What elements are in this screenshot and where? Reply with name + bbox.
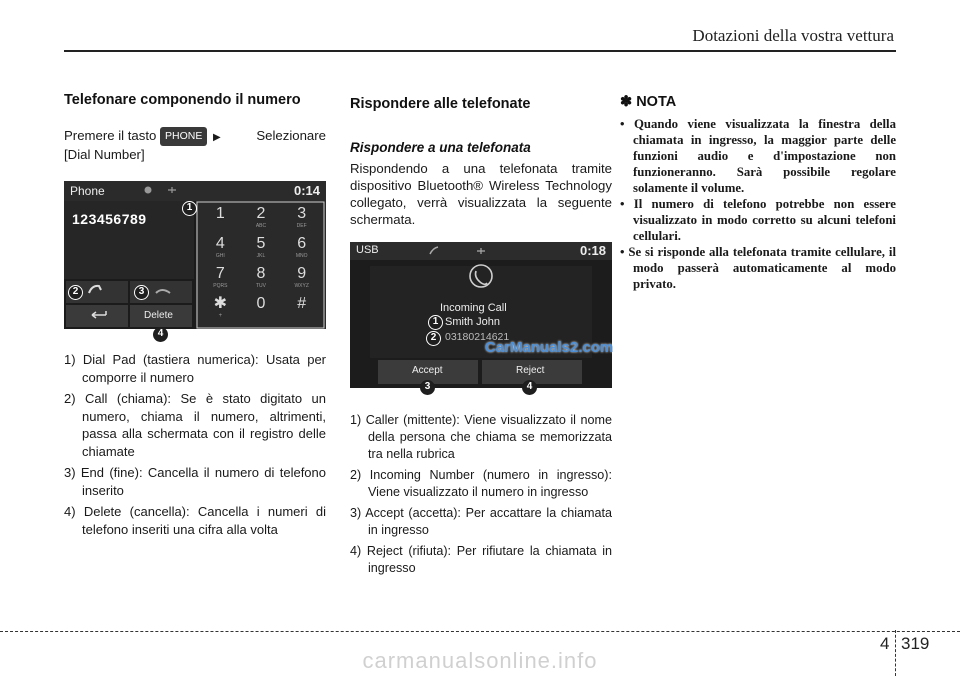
list-item: 3) End (fine): Cancella il numero di telefono inserito — [64, 465, 326, 498]
caller-name: Smith John — [445, 316, 501, 328]
column-answer-call — [350, 92, 612, 581]
nota-list — [620, 116, 896, 292]
call-time: 0:18 — [579, 243, 606, 258]
phone-time: 0:14 — [293, 183, 320, 198]
badge-end: 3 — [134, 285, 149, 300]
dial-pad[interactable] — [200, 205, 322, 325]
list-item: 1) Dial Pad (tastiera numerica): Usata per comporre il numero — [64, 352, 326, 385]
footer-rule — [0, 631, 960, 632]
delete-button[interactable]: Delete — [144, 310, 173, 321]
dial-key-hash[interactable]: # — [297, 295, 307, 312]
badge-incoming-number: 2 — [426, 331, 441, 346]
list-item: • Se si risponde alla telefonata tramite cellulare, il modo passerà automaticamente al modo privato. — [620, 245, 896, 291]
badge-call: 2 — [68, 285, 83, 300]
site-watermark: carmanualsonline.info — [362, 648, 598, 673]
section-title: Dotazioni della vostra vettura — [692, 26, 894, 45]
list-item: • Quando viene visualizzata la finestra della chiamata in ingresso, la maggior parte delle funzioni audio e d'impostazione non funzioneranno. Sarà possibile regolare solamente il volume. — [620, 117, 896, 195]
list-item: 2) Incoming Number (numero in ingresso): Viene visualizzato il numero in ingresso — [350, 468, 612, 499]
list-item: 4) Delete (cancella): Cancella i numeri di telefono inseriti una cifra alla volta — [64, 504, 326, 537]
dial-key-8[interactable]: 8 TUV — [255, 265, 266, 289]
incoming-call-screenshot — [350, 242, 612, 392]
screenshot-watermark: CarManuals2.com — [485, 339, 614, 356]
column-nota — [620, 92, 896, 292]
list-item: 4) Reject (rifiuta): Per rifiutare la chiamata in ingresso — [350, 544, 612, 575]
dial-key-5[interactable]: 5 JKL — [256, 235, 266, 259]
phone-key-label: PHONE — [160, 127, 207, 146]
subheading-answer-call: Rispondere a una telefonata — [350, 140, 531, 155]
dial-key-9[interactable]: 9 WXYZ — [294, 265, 309, 289]
badge-accept: 3 — [420, 380, 435, 395]
list-item: • Il numero di telefono potrebbe non essere visualizzato in modo corretto su alcuni telefoni cellulari. — [620, 197, 896, 243]
nota-title — [620, 94, 896, 110]
heading-dial-number: Telefonare componendo il numero — [64, 92, 301, 108]
column-dial-number — [64, 92, 326, 542]
incoming-call-screen-graphic — [350, 242, 612, 388]
phone-title: Phone — [70, 184, 105, 198]
badge-reject: 4 — [522, 380, 537, 395]
list-item: 1) Caller (mittente): Viene visualizzato il nome della persona che chiama se memorizzata tra nella rubrica — [350, 413, 612, 461]
dial-key-0[interactable]: 0 — [256, 295, 266, 312]
list-item: 2) Call (chiama): Se è stato digitato un numero, chiama il numero, altrimenti, passa alla schermata con il registro delle chiamate — [64, 391, 326, 459]
dial-key-1[interactable]: 1 — [215, 205, 225, 222]
intro-paragraph — [64, 127, 326, 163]
dial-key-6[interactable]: 6 MNO — [295, 235, 308, 259]
nota-title-text: NOTA — [636, 94, 677, 110]
intro-before: Premere il tasto — [64, 128, 157, 143]
dialed-number: 123456789 — [72, 211, 147, 227]
answer-call-paragraph: Rispondendo a una telefonata tramite dispositivo Bluetooth® Wireless Technology collegato, verrà visualizzata la seguente schermata. — [350, 161, 612, 227]
dial-key-4[interactable]: 4 GHI — [215, 235, 225, 259]
badge-delete: 4 — [153, 327, 168, 342]
badge-caller: 1 — [428, 315, 443, 330]
accept-button[interactable]: Accept — [412, 365, 443, 376]
badge-dial-pad: 1 — [182, 201, 197, 216]
caller-number: 03180214621 — [445, 331, 510, 343]
incoming-call-label: Incoming Call — [440, 302, 507, 314]
phone-dial-screenshot — [64, 181, 326, 339]
header-rule — [64, 50, 896, 52]
dial-key-star[interactable]: ✱ + — [213, 295, 228, 319]
intro-after: Selezionare — [256, 128, 326, 143]
answer-items-list — [350, 412, 612, 577]
page-number: 319 — [901, 634, 930, 653]
heading-answer-call: Rispondere alle telefonate — [350, 96, 531, 112]
arrow-right-icon: ▶ — [213, 132, 221, 143]
dial-key-3[interactable]: 3 DEF — [296, 205, 307, 229]
intro-line2: [Dial Number] — [64, 147, 145, 162]
reject-button[interactable]: Reject — [516, 365, 545, 376]
source-label: USB — [356, 244, 379, 256]
dial-items-list — [64, 351, 326, 538]
dial-key-7[interactable]: 7 PQRS — [213, 265, 228, 289]
list-item: 3) Accept (accetta): Per accattare la chiamata in ingresso — [350, 506, 612, 537]
nota-asterisk-icon: ✽ — [620, 94, 633, 110]
chapter-number: 4 — [880, 634, 890, 653]
dial-key-2[interactable]: 2 ABC — [255, 205, 267, 229]
